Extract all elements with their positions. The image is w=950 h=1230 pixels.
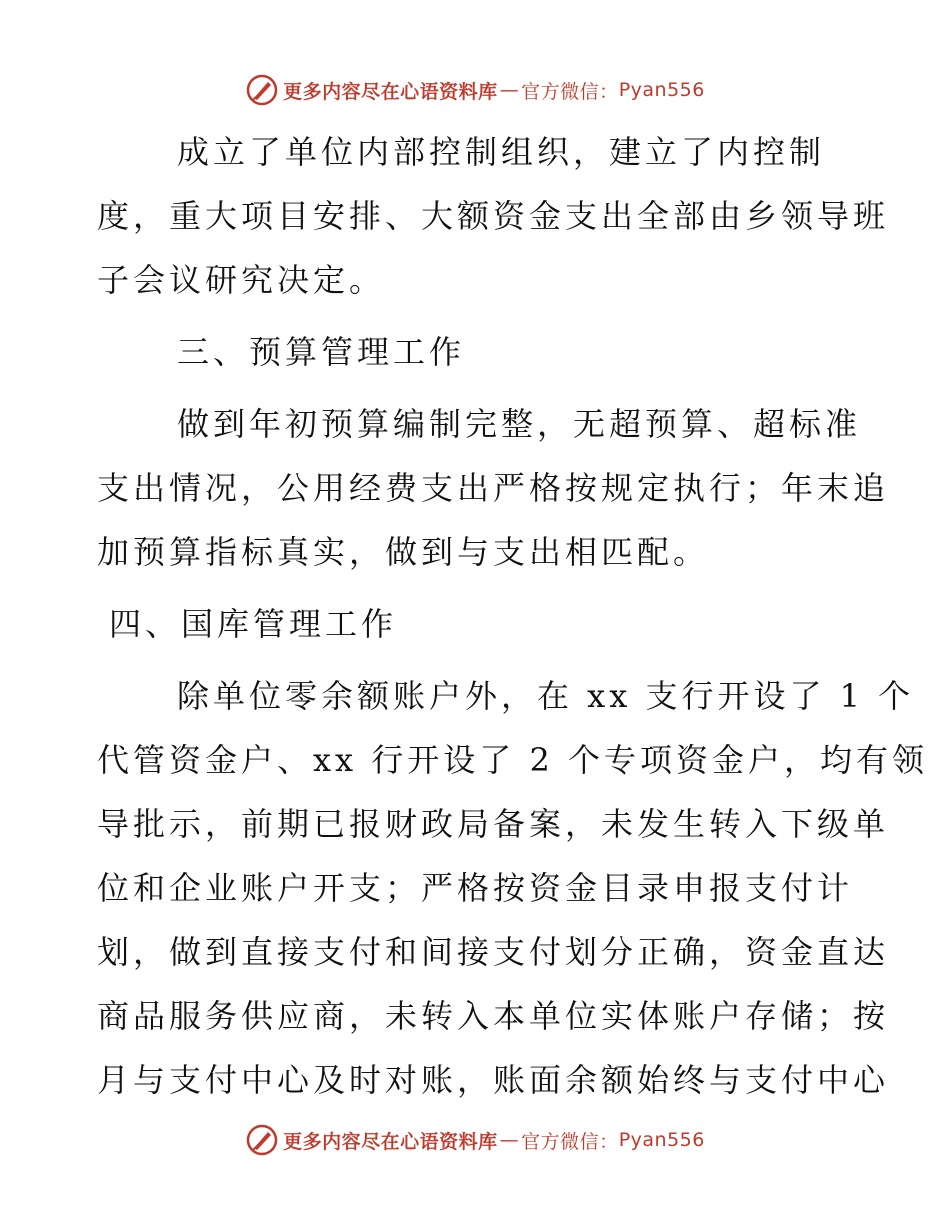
document-body: [97, 120, 928, 1112]
watermark-brand: 更多内容尽在心语资料库: [283, 1130, 498, 1153]
paragraph-treasury: [97, 664, 928, 1112]
text-line: 划，做到直接支付和间接支付划分正确，资金直达: [97, 933, 890, 971]
text-line: 支出情况，公用经费支出严格按规定执行；年末追: [97, 469, 890, 507]
watermark-account: Pyan556: [618, 79, 705, 101]
text-line: 导批示，前期已报财政局备案，未发生转入下级单: [97, 805, 890, 843]
text-line: 月与支付中心及时对账，账面余额始终与支付中心: [97, 1061, 890, 1099]
text-line: 代管资金户、xx 行开设了 2 个专项资金户，均有领: [97, 741, 928, 779]
quill-pen-icon: [245, 1123, 279, 1157]
paragraph-internal-control: [97, 120, 890, 312]
watermark-separator: —: [499, 1129, 520, 1151]
text-line: 度，重大项目安排、大额资金支出全部由乡领导班: [97, 197, 890, 235]
section-heading-treasury: 四、国库管理工作: [109, 605, 398, 643]
text-line: 子会议研究决定。: [97, 261, 386, 299]
header-watermark: [0, 70, 950, 110]
watermark-brand: 更多内容尽在心语资料库: [283, 80, 498, 103]
watermark-wechat-label: 官方微信：: [521, 80, 619, 103]
watermark-account: Pyan556: [618, 1129, 705, 1151]
text-line: 位和企业账户开支；严格按资金目录申报支付计: [97, 869, 854, 907]
text-line: 除单位零余额账户外，在 xx 支行开设了 1 个: [177, 677, 915, 715]
text-line: 做到年初预算编制完整，无超预算、超标准: [177, 405, 862, 443]
text-line: 加预算指标真实，做到与支出相匹配。: [97, 533, 710, 571]
watermark-wechat-label: 官方微信：: [521, 1130, 619, 1153]
quill-pen-icon: [245, 73, 279, 107]
section-heading-budget: 三、预算管理工作: [177, 333, 466, 371]
footer-watermark: [0, 1120, 950, 1160]
paragraph-budget: [97, 392, 890, 584]
watermark-separator: —: [499, 79, 520, 101]
text-line: 商品服务供应商，未转入本单位实体账户存储；按: [97, 997, 890, 1035]
text-line: 成立了单位内部控制组织，建立了内控制: [177, 133, 826, 171]
